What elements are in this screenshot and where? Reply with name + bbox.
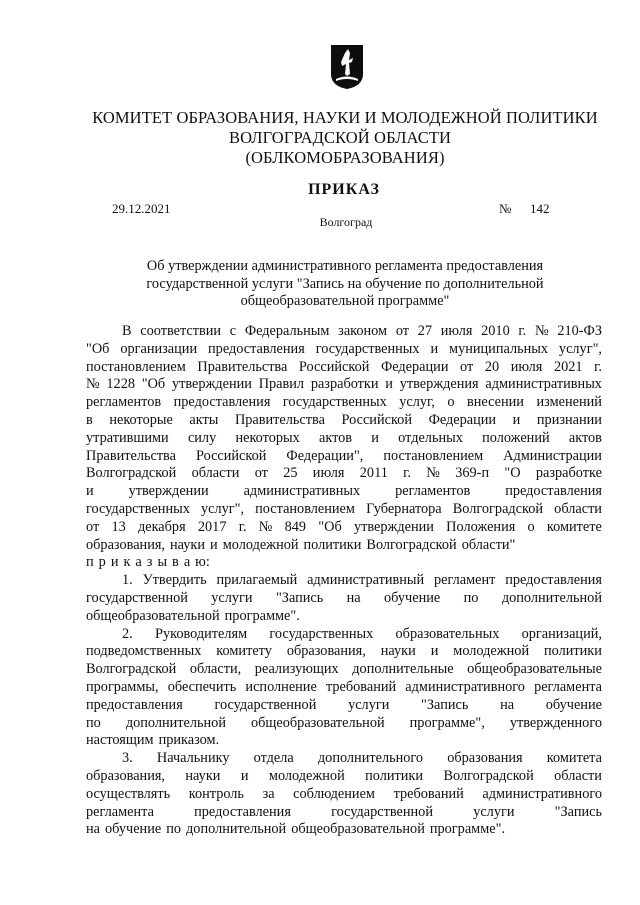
order-word: п р и к а з ы в а ю: (86, 554, 210, 571)
preamble-line: образования, науки и молодежной политики Волгоградской области" (86, 536, 516, 553)
item-2-line: по дополнительной общеобразовательной программе", утвержденного (86, 714, 602, 731)
preamble-line: постановлением Правительства Российской Федерации от 20 июля 2021 г. (86, 358, 602, 375)
preamble-line: государственных услуг", постановлением Губернатора Волгоградской области (86, 500, 602, 517)
document-city: Волгоград (319, 215, 373, 229)
item-1-line: 1. Утвердить прилагаемый административный регламент предоставления (122, 572, 602, 589)
item-2-line: настоящим приказом. (86, 732, 220, 749)
subject-line: общеобразовательной программе" (240, 293, 450, 309)
item-1-line: государственной услуги "Запись на обучение по дополнительной (86, 589, 602, 606)
preamble-line: от 13 декабря 2017 г. № 849 "Об утверждении Положения о комитете (86, 518, 602, 535)
item-3-line: регламента предоставления государственной услуги "Запись (86, 803, 602, 820)
org-name-line-2: ВОЛГОГРАДСКОЙ ОБЛАСТИ (228, 128, 452, 147)
coat-of-arms-icon (330, 44, 364, 90)
preamble-line: в некоторые акты Правительства Российской Федерации и признании (86, 411, 602, 428)
document-body (86, 323, 602, 839)
item-3-line: 3. Начальнику отдела дополнительного образования комитета (122, 750, 602, 767)
preamble-line: № 1228 "Об утверждении Правил разработки и утверждения административных (86, 376, 602, 393)
item-2-line: 2. Руководителям государственных образовательных организаций, (122, 625, 602, 642)
item-3-line: на обучение по дополнительной общеобразовательной программе". (86, 821, 506, 838)
item-2-line: предоставления государственной услуги "Запись на обучение (86, 696, 602, 713)
org-name-line-1: КОМИТЕТ ОБРАЗОВАНИЯ, НАУКИ И МОЛОДЕЖНОЙ ПОЛИТИКИ (92, 108, 598, 127)
item-3-line: образования, науки и молодежной политики Волгоградской области (86, 767, 602, 784)
item-3-line: осуществлять контроль за соблюдением требований административного (86, 785, 602, 802)
preamble-line: "Об организации предоставления государственных и муниципальных услуг", (86, 340, 602, 357)
org-short-name: (ОБЛКОМОБРАЗОВАНИЯ) (245, 148, 445, 167)
document-subject (120, 258, 570, 311)
item-2-line: Волгоградской области, реализующих дополнительные общеобразовательные (86, 661, 602, 678)
preamble-line: утратившими силу некоторых актов и отдельных положений актов (86, 429, 602, 446)
document-type: ПРИКАЗ (308, 181, 380, 198)
subject-line: государственной услуги "Запись на обучение по дополнительной (146, 275, 544, 292)
organization-header (0, 108, 640, 168)
item-2-line: подведомственных комитету образования, науки и молодежной политики (86, 643, 602, 660)
document-date: 29.12.2021 (112, 201, 171, 216)
preamble-line: регламентов предоставления государственных услуг, о внесении изменений (86, 394, 602, 411)
preamble-line: Волгоградской области от 25 июля 2011 г. № 369-п "О разработке (86, 465, 602, 482)
preamble-line: Правительства Российской Федерации", постановлением Администрации (86, 447, 602, 464)
item-1-line: общеобразовательной программе". (86, 607, 300, 624)
preamble-line: и утверждении административных регламентов предоставления (86, 483, 602, 500)
item-2-line: программы, обеспечить исполнение требований административного регламента (86, 678, 602, 695)
subject-line: Об утверждении административного регламента предоставления (146, 258, 544, 274)
preamble-line: В соответствии с Федеральным законом от 27 июля 2010 г. № 210-ФЗ (122, 323, 602, 339)
number-sign: № (499, 201, 512, 216)
document-number: 142 (530, 201, 550, 216)
